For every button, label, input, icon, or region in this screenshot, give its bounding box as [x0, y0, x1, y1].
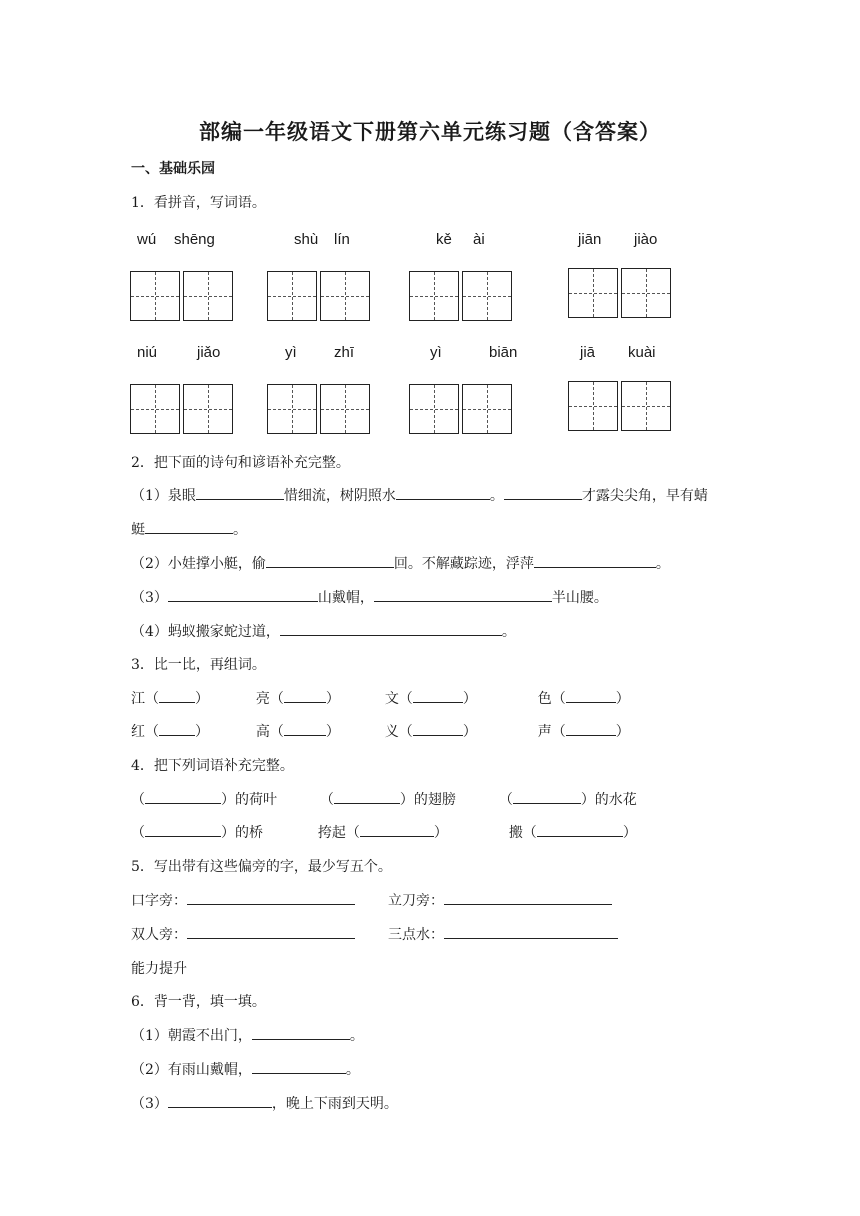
- answer-blank[interactable]: [334, 791, 400, 804]
- answer-blank[interactable]: [168, 1095, 272, 1108]
- answer-blank[interactable]: [284, 690, 326, 703]
- question-5-prompt: 5．写出带有这些偏旁的字，最少写五个。: [131, 859, 392, 875]
- poem-line-2: （2）小娃撑小艇，偷 回。不解藏踪迹，浮萍 。: [131, 556, 670, 572]
- radical-lidao: 立刀旁：: [388, 890, 612, 910]
- answer-blank[interactable]: [145, 791, 221, 804]
- question-3-prompt: 3．比一比，再组词。: [131, 657, 266, 673]
- recite-line-1: （1）朝霞不出门， 。: [131, 1028, 364, 1044]
- answer-blank[interactable]: [145, 521, 233, 534]
- recite-line-2: （2）有雨山戴帽， 。: [131, 1062, 360, 1078]
- pinyin: kě: [436, 231, 452, 248]
- writing-grid[interactable]: [267, 384, 370, 434]
- answer-blank[interactable]: [513, 791, 581, 804]
- pinyin: shù: [294, 231, 319, 248]
- writing-grid[interactable]: [130, 384, 233, 434]
- answer-blank[interactable]: [360, 824, 434, 837]
- answer-blank[interactable]: [537, 824, 623, 837]
- pinyin: lín: [334, 231, 350, 248]
- pinyin: jiān: [578, 231, 602, 248]
- answer-blank[interactable]: [168, 589, 318, 602]
- pinyin: jiǎo: [197, 344, 221, 361]
- page-title: 部编一年级语文下册第六单元练习题（含答案）: [199, 119, 661, 144]
- writing-grid[interactable]: [568, 381, 671, 431]
- writing-grid[interactable]: [568, 268, 671, 318]
- pinyin: biān: [489, 344, 518, 361]
- writing-grid[interactable]: [130, 271, 233, 321]
- answer-blank[interactable]: [145, 824, 221, 837]
- pinyin: wú: [137, 231, 157, 248]
- pinyin: kuài: [628, 344, 656, 361]
- answer-blank[interactable]: [159, 723, 195, 736]
- answer-blank[interactable]: [444, 892, 612, 905]
- answer-blank[interactable]: [196, 487, 284, 500]
- pinyin: ài: [473, 231, 485, 248]
- question-6-prompt: 6．背一背，填一填。: [131, 994, 266, 1010]
- compare-row-1: 江（ ） 亮（ ） 文（ ） 色（ ）: [131, 691, 630, 707]
- writing-grid[interactable]: [267, 271, 370, 321]
- answer-blank[interactable]: [374, 589, 552, 602]
- radical-shuangren: 双人旁：: [131, 924, 355, 944]
- fill-phrase-row-1: （ ）的荷叶 （ ）的翅膀 （ ）的水花: [131, 792, 637, 808]
- answer-blank[interactable]: [534, 555, 656, 568]
- answer-blank[interactable]: [187, 892, 355, 905]
- pinyin: zhī: [334, 344, 355, 361]
- answer-blank[interactable]: [280, 623, 502, 636]
- section-heading-ability: 能力提升: [131, 961, 187, 977]
- question-2-prompt: 2．把下面的诗句和谚语补充完整。: [131, 455, 350, 471]
- compare-row-2: 红（ ） 高（ ） 义（ ） 声（ ）: [131, 724, 630, 740]
- answer-blank[interactable]: [266, 555, 394, 568]
- pinyin: niú: [137, 344, 158, 361]
- answer-blank[interactable]: [252, 1027, 350, 1040]
- pinyin: yì: [285, 344, 297, 361]
- answer-blank[interactable]: [444, 926, 618, 939]
- answer-blank[interactable]: [159, 690, 195, 703]
- proverb-line-3: （3） 山戴帽， 半山腰。: [131, 590, 608, 606]
- answer-blank[interactable]: [413, 723, 463, 736]
- recite-line-3: （3） ，晚上下雨到天明。: [131, 1096, 398, 1112]
- radical-kou: 口字旁：: [131, 890, 355, 910]
- answer-blank[interactable]: [413, 690, 463, 703]
- pinyin: yì: [430, 344, 442, 361]
- pinyin: jiào: [634, 231, 658, 248]
- pinyin: shēng: [174, 231, 215, 248]
- section-heading-basics: 一、基础乐园: [131, 161, 215, 177]
- writing-grid[interactable]: [409, 384, 512, 434]
- answer-blank[interactable]: [396, 487, 490, 500]
- question-1-prompt: 1．看拼音，写词语。: [131, 195, 266, 211]
- answer-blank[interactable]: [504, 487, 582, 500]
- proverb-line-4: （4）蚂蚁搬家蛇过道， 。: [131, 624, 516, 640]
- fill-phrase-row-2: （ ）的桥 挎起（ ） 搬（ ）: [131, 825, 637, 841]
- radical-sandianshui: 三点水：: [388, 924, 618, 944]
- question-4-prompt: 4．把下列词语补充完整。: [131, 758, 294, 774]
- pinyin: jiā: [580, 344, 596, 361]
- answer-blank[interactable]: [566, 690, 616, 703]
- answer-blank[interactable]: [566, 723, 616, 736]
- writing-grid[interactable]: [409, 271, 512, 321]
- answer-blank[interactable]: [252, 1061, 346, 1074]
- answer-blank[interactable]: [187, 926, 355, 939]
- poem-line-1-continued: 蜓 。: [131, 522, 247, 538]
- poem-line-1: （1）泉眼 惜细流，树阴照水 。 才露尖尖角，早有蜻: [131, 488, 708, 504]
- answer-blank[interactable]: [284, 723, 326, 736]
